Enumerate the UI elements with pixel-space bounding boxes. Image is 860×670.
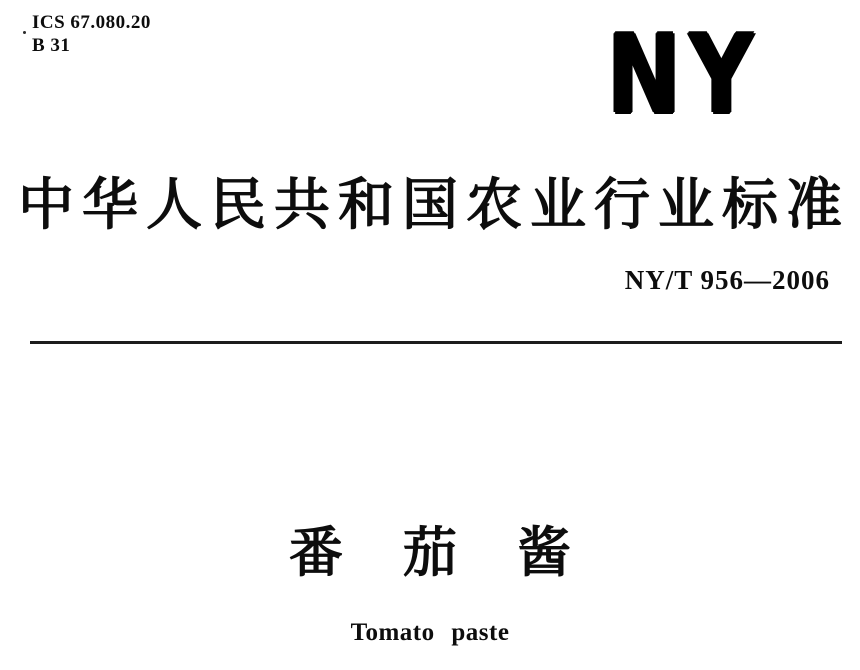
ny-standard-logo: NY — [607, 13, 762, 138]
scan-artifact-dot — [23, 31, 26, 34]
standard-title-chinese: 中华人民共和国农业行业标准 — [18, 173, 850, 236]
document-subject-chinese — [0, 522, 860, 584]
ccs-code: B 31 — [32, 35, 71, 56]
subject-char: 酱 — [517, 523, 571, 583]
subject-char: 番 — [289, 523, 343, 583]
standard-number: NY/T 956—2006 — [624, 265, 830, 295]
document-subject-english: Tomato paste — [350, 619, 510, 646]
ics-classification-block — [32, 11, 151, 57]
ics-code: ICS 67.080.20 — [32, 12, 151, 33]
subject-char: 茄 — [403, 523, 457, 583]
header-divider-rule — [30, 341, 842, 344]
